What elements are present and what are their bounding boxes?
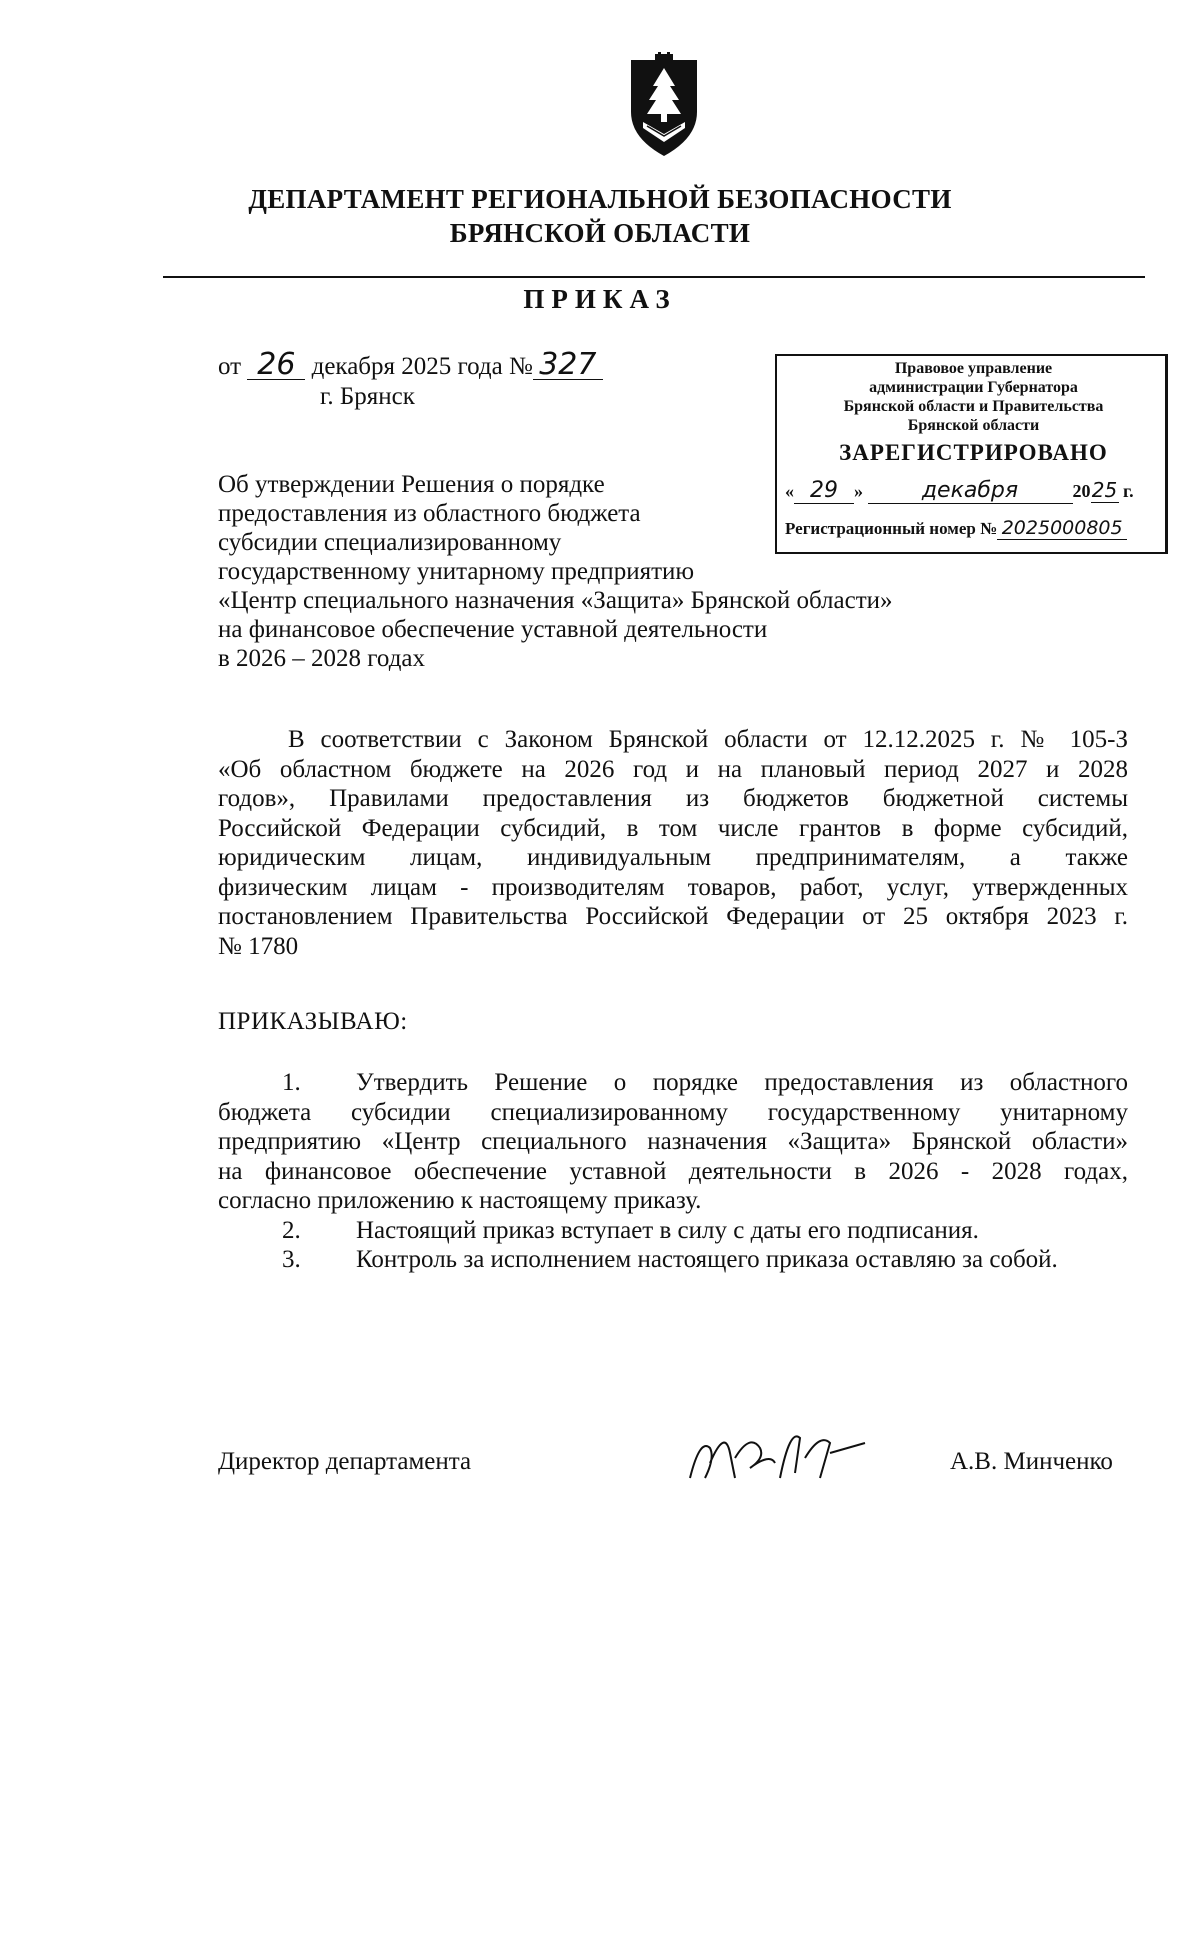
subject-line: Об утверждении Решения о порядке	[218, 471, 605, 498]
number-label: №	[509, 353, 533, 380]
signatory-name: А.В. Минченко	[950, 1448, 1113, 1475]
item1-line: бюджета субсидии специализированному государственному унитарному	[218, 1098, 1128, 1126]
stamp-year-label: г.	[1123, 481, 1134, 501]
order-items	[218, 1068, 1128, 1275]
stamp-reg-label: Регистрационный номер №	[785, 519, 998, 538]
order-item-1	[218, 1068, 1128, 1216]
item1-line: предприятию «Центр специального назначения «Защита» Брянской области»	[218, 1128, 1128, 1155]
preamble-line: юридическим лицам, индивидуальным предпринимателям, а также	[218, 844, 1128, 871]
subject-line: «Центр специального назначения «Защита» Брянской области»	[218, 587, 893, 614]
item1-number: 1.	[282, 1069, 301, 1096]
order-item-3	[218, 1245, 1128, 1275]
preamble-line: № 1780	[218, 932, 299, 960]
stamp-year-prefix: 20	[1072, 481, 1091, 501]
stamp-line1: Правовое управление	[894, 360, 1053, 377]
stamp-quote-open: «	[785, 481, 794, 501]
subject-line: в 2026 – 2028 годах	[218, 645, 426, 672]
order-month-year: декабря 2025 года	[311, 353, 503, 380]
order-city: г. Брянск	[320, 383, 415, 410]
preamble-line: «Об областном бюджете на 2026 год и на плановый период 2027 и 2028	[218, 755, 1128, 783]
order-directive-word: ПРИКАЗЫВАЮ:	[218, 1008, 408, 1035]
order-day-handwritten: 26	[247, 351, 305, 380]
subject-line: на финансовое обеспечение уставной деятельности	[218, 616, 768, 643]
department-name-line1: ДЕПАРТАМЕНТ РЕГИОНАЛЬНОЙ БЕЗОПАСНОСТИ	[248, 184, 952, 214]
header-divider	[163, 276, 1145, 278]
coat-of-arms-emblem	[625, 52, 703, 162]
preamble-line: Российской Федерации субсидий, в том числе грантов в форме субсидий,	[218, 814, 1128, 842]
order-date-line	[218, 347, 603, 382]
item2-text: Настоящий приказ вступает в силу с даты его подписания.	[356, 1216, 979, 1244]
handwritten-signature	[680, 1418, 880, 1498]
item3-number: 3.	[282, 1246, 301, 1273]
preamble-line: В соответствии с Законом Брянской области от 12.12.2025 г. № 105-З	[288, 726, 1128, 753]
order-item-2	[218, 1216, 1128, 1246]
order-number-handwritten: 327	[533, 351, 603, 380]
preamble-paragraph	[218, 725, 1128, 961]
stamp-line3: Брянской области и Правительства	[843, 398, 1104, 415]
stamp-day-handwritten: 29	[794, 478, 854, 504]
department-name-line2: БРЯНСКОЙ ОБЛАСТИ	[449, 218, 751, 248]
stamp-line2: администрации Губернатора	[869, 379, 1078, 396]
stamp-registered: ЗАРЕГИСТРИРОВАНО	[839, 440, 1108, 465]
preamble-line: постановлением Правительства Российской Федерации от 25 октября 2023 г.	[218, 903, 1128, 930]
stamp-month-handwritten: декабря	[868, 478, 1073, 504]
item1-line: согласно приложению к настоящему приказу.	[218, 1187, 702, 1214]
stamp-year-handwritten: 25	[1091, 478, 1118, 502]
item1-line: Утвердить Решение о порядке предоставления из областного	[356, 1069, 1128, 1096]
stamp-line4: Брянской области	[907, 417, 1040, 434]
subject-line: субсидии специализированному	[218, 529, 562, 556]
subject-line: предоставления из областного бюджета	[218, 500, 641, 527]
from-label: от	[218, 353, 242, 380]
item1-line: на финансовое обеспечение уставной деятельности в 2026 - 2028 годах,	[218, 1157, 1128, 1185]
order-subject	[218, 470, 978, 673]
stamp-reg-number-handwritten: 2025000805	[997, 517, 1127, 540]
stamp-quote-close: »	[854, 481, 863, 501]
preamble-line: годов», Правилами предоставления из бюджетов бюджетной системы	[218, 785, 1128, 812]
signatory-role: Директор департамента	[218, 1448, 472, 1475]
subject-line: государственному унитарному предприятию	[218, 558, 695, 585]
item3-text: Контроль за исполнением настоящего приказа оставляю за собой.	[356, 1246, 1058, 1273]
preamble-line: физическим лицам - производителям товаров, работ, услуг, утвержденных	[218, 873, 1128, 901]
document-title: ПРИКАЗ	[523, 284, 677, 314]
item2-number: 2.	[282, 1216, 301, 1244]
